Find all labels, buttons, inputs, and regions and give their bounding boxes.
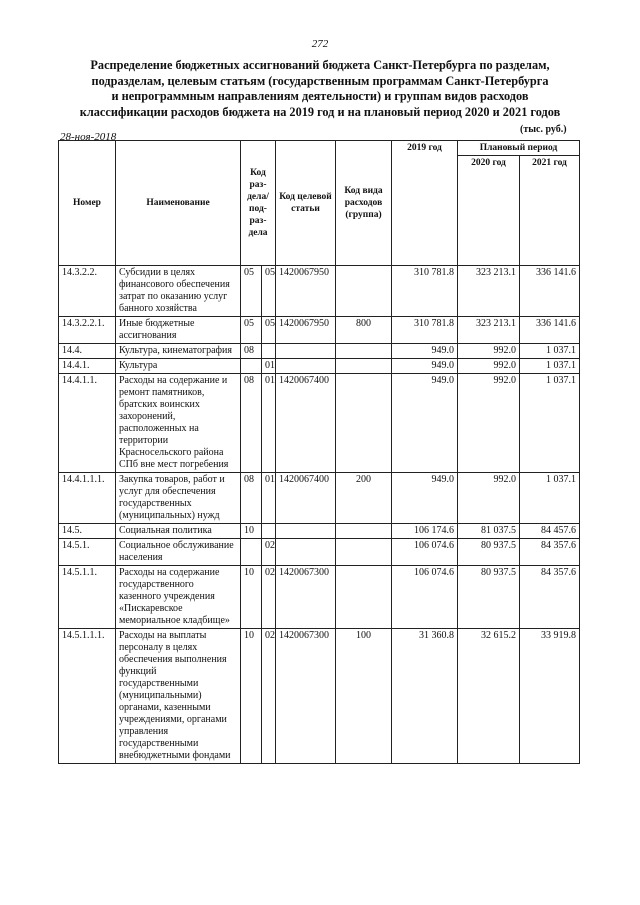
cell-nomer: 14.4. <box>59 344 116 359</box>
cell-target <box>276 524 336 539</box>
cell-nomer: 14.3.2.2. <box>59 266 116 317</box>
header-target: Код целевой статьи <box>276 141 336 266</box>
cell-2019: 949.0 <box>392 359 458 374</box>
header-nomer: Номер <box>59 141 116 266</box>
cell-target <box>276 539 336 566</box>
cell-razdel <box>241 359 262 374</box>
cell-vid <box>336 266 392 317</box>
cell-name: Расходы на содержание государственного казенного учреждения «Пискаревское мемориальное кладбище» <box>116 566 241 629</box>
cell-podrazdel <box>262 524 276 539</box>
cell-name: Расходы на содержание и ремонт памятников, братских воинских захоронений, расположенных на территории Красносельского района СПб вне мест погребения <box>116 374 241 473</box>
cell-nomer: 14.5. <box>59 524 116 539</box>
cell-vid <box>336 359 392 374</box>
cell-target: 1420067400 <box>276 473 336 524</box>
cell-vid: 100 <box>336 629 392 764</box>
cell-2021: 1 037.1 <box>520 374 580 473</box>
cell-razdel: 10 <box>241 524 262 539</box>
cell-target: 1420067400 <box>276 374 336 473</box>
cell-nomer: 14.5.1.1. <box>59 566 116 629</box>
cell-2021: 33 919.8 <box>520 629 580 764</box>
cell-nomer: 14.3.2.2.1. <box>59 317 116 344</box>
cell-podrazdel: 01 <box>262 359 276 374</box>
cell-2019: 310 781.8 <box>392 317 458 344</box>
cell-podrazdel: 05 <box>262 317 276 344</box>
cell-2019: 106 074.6 <box>392 566 458 629</box>
cell-podrazdel: 02 <box>262 539 276 566</box>
cell-2019: 31 360.8 <box>392 629 458 764</box>
header-name: Наименование <box>116 141 241 266</box>
cell-target: 1420067950 <box>276 317 336 344</box>
table-row <box>59 266 580 317</box>
cell-name: Расходы на выплаты персоналу в целях обеспечения выполнения функций государственными (муниципальными) органами, казенными учреждениями, органами управления государственными внебюджетными фондами <box>116 629 241 764</box>
cell-2021: 336 141.6 <box>520 266 580 317</box>
cell-2020: 80 937.5 <box>458 539 520 566</box>
cell-razdel: 10 <box>241 629 262 764</box>
cell-podrazdel: 01 <box>262 374 276 473</box>
document-title <box>70 58 570 120</box>
cell-name: Иные бюджетные ассигнования <box>116 317 241 344</box>
cell-podrazdel: 05 <box>262 266 276 317</box>
cell-target: 1420067950 <box>276 266 336 317</box>
title-line: Распределение бюджетных ассигнований бюджета Санкт-Петербурга по разделам, <box>90 58 550 72</box>
cell-2021: 84 357.6 <box>520 539 580 566</box>
cell-2020: 80 937.5 <box>458 566 520 629</box>
cell-razdel: 08 <box>241 473 262 524</box>
cell-razdel: 08 <box>241 374 262 473</box>
cell-nomer: 14.4.1.1.1. <box>59 473 116 524</box>
table-row <box>59 374 580 473</box>
cell-razdel: 10 <box>241 566 262 629</box>
cell-2021: 1 037.1 <box>520 473 580 524</box>
cell-nomer: 14.5.1. <box>59 539 116 566</box>
cell-2020: 992.0 <box>458 374 520 473</box>
cell-target <box>276 344 336 359</box>
cell-2019: 106 174.6 <box>392 524 458 539</box>
cell-vid: 200 <box>336 473 392 524</box>
header-2021: 2021 год <box>520 156 580 266</box>
cell-razdel: 05 <box>241 317 262 344</box>
cell-2020: 81 037.5 <box>458 524 520 539</box>
cell-name: Закупка товаров, работ и услуг для обеспечения государственных (муниципальных) нужд <box>116 473 241 524</box>
header-planned: Плановый период <box>458 141 580 156</box>
cell-vid <box>336 374 392 473</box>
units-label: (тыс. руб.) <box>520 124 567 135</box>
cell-target: 1420067300 <box>276 629 336 764</box>
cell-2020: 992.0 <box>458 359 520 374</box>
cell-name: Культура, кинематография <box>116 344 241 359</box>
cell-target: 1420067300 <box>276 566 336 629</box>
cell-nomer: 14.5.1.1.1. <box>59 629 116 764</box>
cell-podrazdel: 02 <box>262 629 276 764</box>
page-number: 272 <box>311 38 329 50</box>
cell-razdel: 05 <box>241 266 262 317</box>
cell-razdel: 08 <box>241 344 262 359</box>
table-row <box>59 524 580 539</box>
cell-name: Социальное обслуживание населения <box>116 539 241 566</box>
cell-nomer: 14.4.1. <box>59 359 116 374</box>
header-razdel: Код раз-дела/ под-раз-дела <box>241 141 276 266</box>
cell-2020: 323 213.1 <box>458 317 520 344</box>
header-vid: Код вида расходов (группа) <box>336 141 392 266</box>
title-line: и непрограммным направлениям деятельности) и группам видов расходов <box>111 89 529 103</box>
table-body <box>59 266 580 764</box>
cell-2019: 949.0 <box>392 374 458 473</box>
cell-2019: 310 781.8 <box>392 266 458 317</box>
cell-2019: 949.0 <box>392 344 458 359</box>
cell-vid <box>336 344 392 359</box>
title-line: классификации расходов бюджета на 2019 год и на плановый период 2020 и 2021 годов <box>79 104 561 119</box>
cell-2021: 1 037.1 <box>520 359 580 374</box>
table-row <box>59 317 580 344</box>
cell-vid <box>336 524 392 539</box>
cell-razdel <box>241 539 262 566</box>
table-row <box>59 359 580 374</box>
cell-podrazdel: 01 <box>262 473 276 524</box>
title-line: подразделам, целевым статьям (государственным программам Санкт-Петербурга <box>91 73 549 88</box>
cell-nomer: 14.4.1.1. <box>59 374 116 473</box>
table-row <box>59 539 580 566</box>
table-row <box>59 473 580 524</box>
cell-podrazdel <box>262 344 276 359</box>
table-row <box>59 566 580 629</box>
cell-podrazdel: 02 <box>262 566 276 629</box>
cell-2020: 323 213.1 <box>458 266 520 317</box>
cell-vid: 800 <box>336 317 392 344</box>
cell-2020: 992.0 <box>458 344 520 359</box>
cell-vid <box>336 539 392 566</box>
cell-2019: 106 074.6 <box>392 539 458 566</box>
cell-2020: 32 615.2 <box>458 629 520 764</box>
cell-2021: 84 457.6 <box>520 524 580 539</box>
table-row <box>59 629 580 764</box>
cell-2021: 1 037.1 <box>520 344 580 359</box>
budget-table <box>58 140 580 764</box>
cell-name: Социальная политика <box>116 524 241 539</box>
cell-2019: 949.0 <box>392 473 458 524</box>
cell-name: Субсидии в целях финансового обеспечения затрат по оказанию услуг банного хозяйства <box>116 266 241 317</box>
cell-name: Культура <box>116 359 241 374</box>
header-2019: 2019 год <box>392 141 458 266</box>
document-date: 28-ноя-2018 <box>60 131 117 143</box>
cell-2020: 992.0 <box>458 473 520 524</box>
cell-vid <box>336 566 392 629</box>
table-row <box>59 344 580 359</box>
cell-2021: 84 357.6 <box>520 566 580 629</box>
header-2020: 2020 год <box>458 156 520 266</box>
cell-2021: 336 141.6 <box>520 317 580 344</box>
cell-target <box>276 359 336 374</box>
